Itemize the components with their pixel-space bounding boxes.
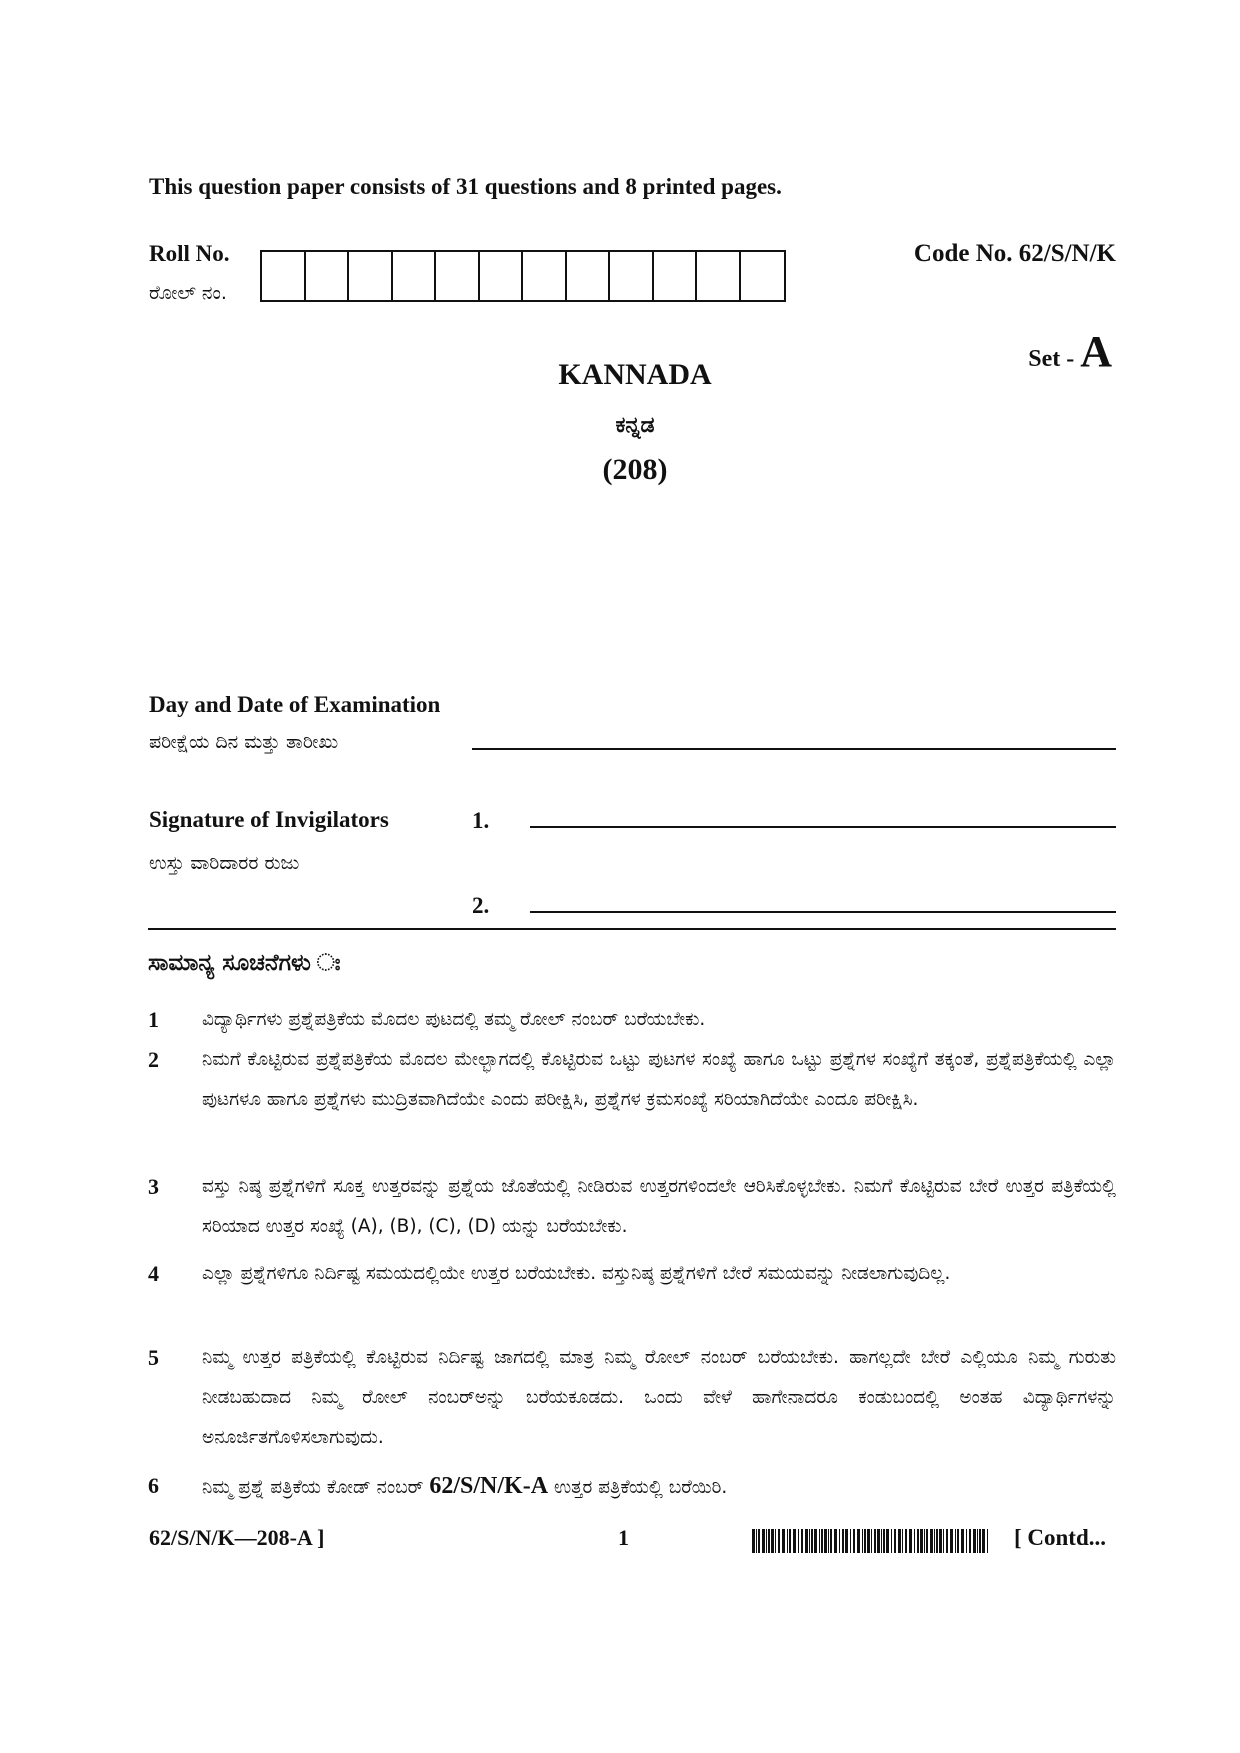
- roll-number-boxes[interactable]: [260, 250, 786, 302]
- barcode-icon: [752, 1529, 990, 1553]
- instruction-number: 5: [148, 1345, 159, 1370]
- roll-number-box[interactable]: [349, 252, 393, 300]
- instruction-number: 3: [148, 1174, 159, 1199]
- roll-number-label: Roll No.: [149, 241, 230, 266]
- instruction-item: [148, 1040, 1116, 1120]
- set-word: Set -: [1028, 346, 1075, 372]
- instruction-item: [148, 1466, 1116, 1508]
- exam-date-label: Day and Date of Examination: [149, 692, 441, 717]
- instruction-item: [148, 1254, 1116, 1294]
- instruction-number: 4: [148, 1261, 159, 1286]
- signature-number-2: 2.: [472, 893, 490, 918]
- page-number: 1: [618, 1525, 629, 1550]
- roll-number-box[interactable]: [262, 252, 306, 300]
- roll-number-box[interactable]: [567, 252, 611, 300]
- subject-title: KANNADA: [558, 358, 712, 391]
- footer-paper-code: 62/S/N/K—208-A ]: [149, 1525, 325, 1550]
- instruction-item: [148, 1338, 1116, 1458]
- instruction-text-after: ಉತ್ತರ ಪತ್ರಿಕೆಯಲ್ಲಿ ಬರೆಯಿರಿ.: [553, 1477, 728, 1498]
- instruction-number: 2: [148, 1047, 159, 1072]
- instruction-item: [148, 1167, 1116, 1247]
- roll-number-box[interactable]: [741, 252, 785, 300]
- instruction-text: ನಿಮ್ಮ ಉತ್ತರ ಪತ್ರಿಕೆಯಲ್ಲಿ ಕೊಟ್ಟಿರುವ ನಿರ್ದಿಷ್ಟ ಜಾಗದಲ್ಲಿ ಮಾತ್ರ ನಿಮ್ಮ ರೋಲ್ ನಂಬರ್ ಬರೆಯಬೇಕು. ಹಾಗಲ್ಲದೇ ಬೇರೆ ಎಲ್ಲಿಯೂ ನಿಮ್ಮ ಗುರುತು ನೀಡಬಹುದಾದ ನಿಮ್ಮ ರೋಲ್ ನಂಬರ್‌ಅನ್ನು ಬರೆಯಕೂಡದು. ಒಂದು ವೇಳೆ ಹಾಗೇನಾದರೂ ಕಂಡುಬಂದಲ್ಲಿ ಅಂತಹ ವಿದ್ಯಾರ್ಥಿಗಳನ್ನು ಅನೂರ್ಜಿತಗೊಳಿಸಲಾಗುವುದು.: [202, 1347, 1116, 1448]
- instruction-text: [202, 1466, 1116, 1508]
- instruction-number: 6: [148, 1473, 159, 1498]
- instruction-text: ಎಲ್ಲಾ ಪ್ರಶ್ನೆಗಳಿಗೂ ನಿರ್ದಿಷ್ಟ ಸಮಯದಲ್ಲಿಯೇ ಉತ್ತರ ಬರೆಯಬೇಕು. ವಸ್ತುನಿಷ್ಠ ಪ್ರಶ್ನೆಗಳಿಗೆ ಬೇರೆ ಸಮಯವನ್ನು ನೀಡಲಾಗುವುದಿಲ್ಲ.: [202, 1263, 951, 1284]
- roll-number-box[interactable]: [436, 252, 480, 300]
- roll-number-box[interactable]: [610, 252, 654, 300]
- continued-label: [ Contd...: [1014, 1525, 1107, 1550]
- signature-field-2[interactable]: [530, 911, 1116, 913]
- invigilator-signature-label: Signature of Invigilators: [149, 807, 389, 832]
- instruction-item: [148, 1000, 1116, 1040]
- section-divider: [148, 928, 1116, 930]
- instruction-text-before: ನಿಮ್ಮ ಪ್ರಶ್ನೆ ಪತ್ರಿಕೆಯ ಕೋಡ್ ನಂಬರ್: [202, 1477, 424, 1498]
- instruction-text: ವಿದ್ಯಾರ್ಥಿಗಳು ಪ್ರಶ್ನೆಪತ್ರಿಕೆಯ ಮೊದಲ ಪುಟದಲ್ಲಿ ತಮ್ಮ ರೋಲ್ ನಂಬರ್ ಬರೆಯಬೇಕು.: [202, 1009, 706, 1030]
- roll-number-label-kannada: ರೋಲ್ ನಂ.: [149, 282, 227, 304]
- instruction-number: 1: [148, 1007, 159, 1032]
- roll-number-box[interactable]: [393, 252, 437, 300]
- subject-title-kannada: ಕನ್ನಡ: [615, 413, 655, 438]
- roll-number-box[interactable]: [480, 252, 524, 300]
- instructions-heading: ಸಾಮಾನ್ಯ ಸೂಚನೆಗಳು ಃ: [148, 950, 341, 976]
- invigilator-signature-label-kannada: ಉಸ್ತು ವಾರಿದಾರರ ರುಜು: [149, 852, 300, 874]
- exam-date-label-kannada: ಪರೀಕ್ಷೆಯ ದಿನ ಮತ್ತು ತಾರೀಖು: [149, 731, 339, 753]
- answer-code: 62/S/N/K-A: [429, 1473, 549, 1499]
- subject-code: (208): [602, 453, 668, 486]
- roll-number-box[interactable]: [697, 252, 741, 300]
- roll-number-box[interactable]: [654, 252, 698, 300]
- roll-number-box[interactable]: [306, 252, 350, 300]
- exam-date-field[interactable]: [472, 748, 1116, 750]
- roll-number-box[interactable]: [523, 252, 567, 300]
- signature-field-1[interactable]: [530, 826, 1116, 828]
- signature-number-1: 1.: [472, 808, 490, 833]
- code-number: Code No. 62/S/N/K: [913, 240, 1116, 267]
- paper-info-note: This question paper consists of 31 questions and 8 printed pages.: [149, 174, 782, 199]
- instruction-text: ನಿಮಗೆ ಕೊಟ್ಟಿರುವ ಪ್ರಶ್ನೆಪತ್ರಿಕೆಯ ಮೊದಲ ಮೇಲ್ಭಾಗದಲ್ಲಿ ಕೊಟ್ಟಿರುವ ಒಟ್ಟು ಪುಟಗಳ ಸಂಖ್ಯೆ ಹಾಗೂ ಒಟ್ಟು ಪ್ರಶ್ನೆಗಳ ಸಂಖ್ಯೆಗೆ ತಕ್ಕಂತೆ, ಪ್ರಶ್ನೆಪತ್ರಿಕೆಯಲ್ಲಿ ಎಲ್ಲಾ ಪುಟಗಳೂ ಹಾಗೂ ಪ್ರಶ್ನೆಗಳು ಮುದ್ರಿತವಾಗಿದೆಯೇ ಎಂದು ಪರೀಕ್ಷಿಸಿ, ಪ್ರಶ್ನೆಗಳ ಕ್ರಮಸಂಖ್ಯೆ ಸರಿಯಾಗಿದೆಯೇ ಎಂದೂ ಪರೀಕ್ಷಿಸಿ.: [202, 1049, 1116, 1110]
- instruction-text: ವಸ್ತು ನಿಷ್ಠ ಪ್ರಶ್ನೆಗಳಿಗೆ ಸೂಕ್ತ ಉತ್ತರವನ್ನು ಪ್ರಶ್ನೆಯ ಜೊತೆಯಲ್ಲಿ ನೀಡಿರುವ ಉತ್ತರಗಳಿಂದಲೇ ಆರಿಸಿಕೊಳ್ಳಬೇಕು. ನಿಮಗೆ ಕೊಟ್ಟಿರುವ ಬೇರೆ ಉತ್ತರ ಪತ್ರಿಕೆಯಲ್ಲಿ ಸರಿಯಾದ ಉತ್ತರ ಸಂಖ್ಯೆ (A), (B), (C), (D) ಯನ್ನು ಬರೆಯಬೇಕು.: [202, 1176, 1116, 1237]
- set-letter: A: [1080, 327, 1112, 376]
